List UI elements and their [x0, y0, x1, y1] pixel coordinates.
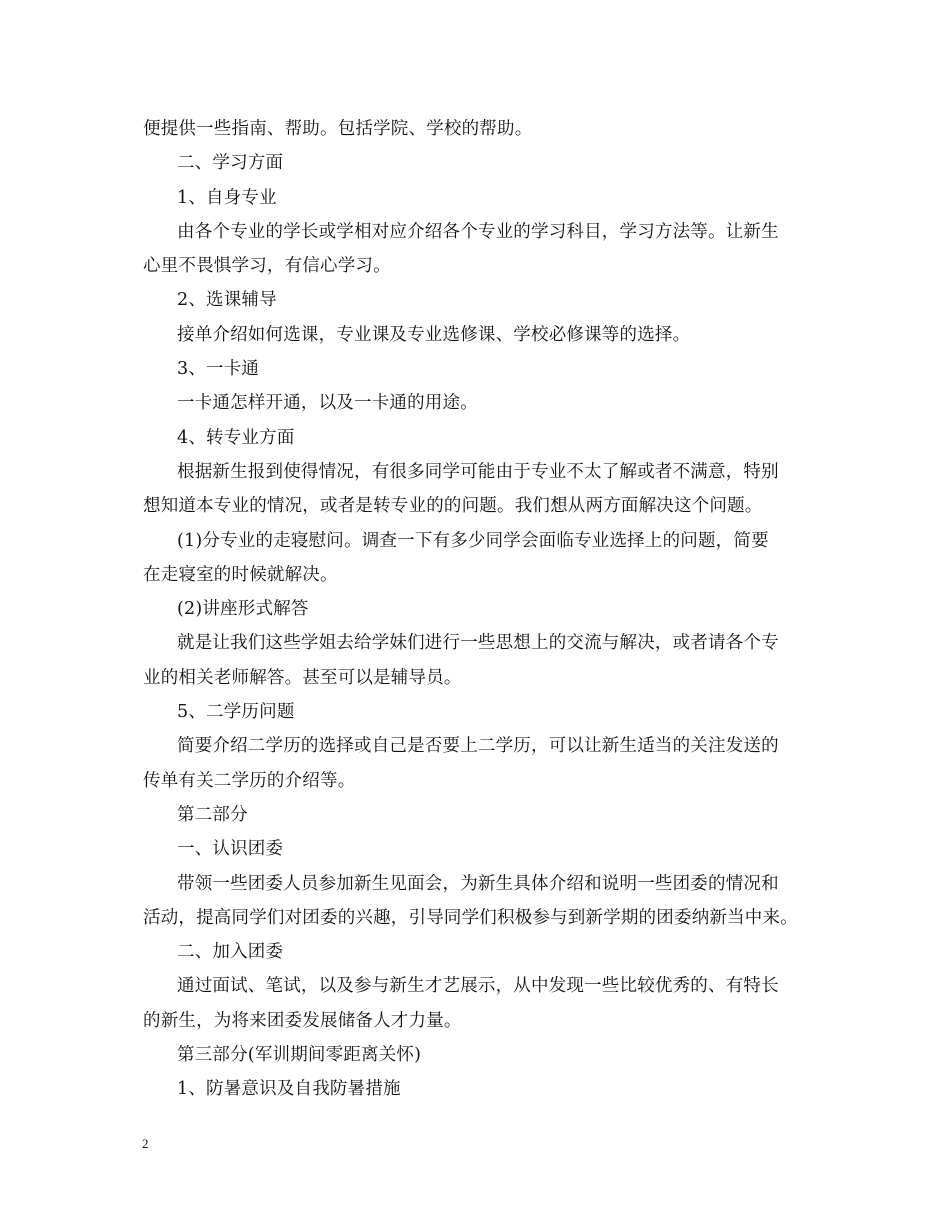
text-line: 便提供一些指南、帮助。包括学院、学校的帮助。 [143, 119, 533, 139]
text-line: 在走寝室的时候就解决。 [143, 564, 338, 585]
text-line: 由各个专业的学长或学相对应介绍各个专业的学习科目，学习方法等。让新生 [177, 221, 779, 242]
text-line: 接单介绍如何选课，专业课及专业选修课、学校必修课等的选择。 [177, 324, 691, 345]
text-line: 就是让我们这些学姐去给学妹们进行一些思想上的交流与解决，或者请各个专 [177, 633, 779, 654]
text-line: 1、自身专业 [177, 187, 277, 208]
text-line: 2、选课辅导 [177, 290, 277, 311]
text-line: 二、加入团委 [177, 942, 284, 963]
text-line: 4、转专业方面 [177, 427, 295, 448]
text-line: 带领一些团委人员参加新生见面会，为新生具体介绍和说明一些团委的情况和 [177, 873, 779, 894]
text-line: 第三部分(军训期间零距离关怀) [177, 1045, 422, 1066]
text-line: 简要介绍二学历的选择或自己是否要上二学历，可以让新生适当的关注发送的 [177, 736, 779, 757]
text-line: (2)讲座形式解答 [177, 599, 309, 620]
text-line: 想知道本专业的情况，或者是转专业的的问题。我们想从两方面解决这个问题。 [143, 496, 763, 517]
text-line: 一、认识团委 [177, 839, 284, 860]
text-line: 1、防暑意识及自我防暑措施 [177, 1079, 401, 1100]
text-line: 第二部分 [177, 804, 248, 825]
text-line: 通过面试、笔试，以及参与新生才艺展示，从中发现一些比较优秀的、有特长 [177, 976, 779, 997]
text-line: 心里不畏惧学习，有信心学习。 [143, 256, 391, 277]
page-number: 2 [142, 1136, 149, 1151]
text-line: 的新生，为将来团委发展储备人才力量。 [143, 1010, 462, 1031]
text-line: 活动，提高同学们对团委的兴趣，引导同学们积极参与到新学期的团委纳新当中来。 [143, 907, 798, 928]
text-line: 5、二学历问题 [177, 702, 295, 723]
text-line: 业的相关老师解答。甚至可以是辅导员。 [143, 667, 462, 688]
text-line: 根据新生报到使得情况，有很多同学可能由于专业不太了解或者不满意，特别 [177, 461, 779, 482]
text-line: (1)分专业的走寝慰问。调查一下有多少同学会面临专业选择上的问题，简要 [177, 530, 769, 551]
text-line: 二、学习方面 [177, 153, 284, 174]
text-line: 一卡通怎样开通，以及一卡通的用途。 [177, 393, 478, 414]
text-line: 传单有关二学历的介绍等。 [143, 770, 356, 791]
text-line: 3、一卡通 [177, 359, 260, 380]
document-body [143, 112, 833, 1107]
